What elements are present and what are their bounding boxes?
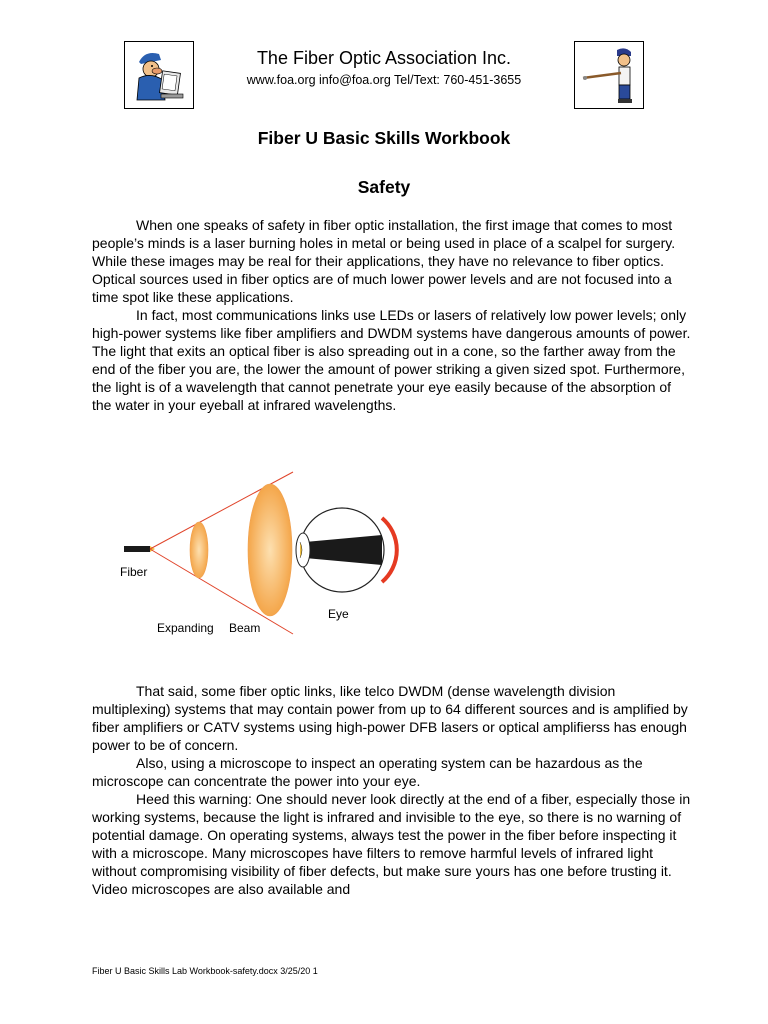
- warning-text: [92, 682, 692, 898]
- section-title: Safety: [357, 177, 411, 197]
- org-contact: www.foa.org info@foa.org Tel/Text: 760-451-3655: [246, 73, 522, 87]
- beam-ellipse-small: [190, 522, 208, 578]
- beam-ellipse-large: [248, 484, 292, 616]
- document-title: Fiber U Basic Skills Workbook: [257, 128, 511, 148]
- paragraph: Heed this warning: One should never look directly at the end of a fiber, especially those in working systems, because the light is infrared and invisible to the eye, so there is no warning of potential damage. On operating systems, always test the power in the fiber before inspecting it with a microscope. Many microscopes have filters to remove harmful levels of infrared light without compromising visibility of fiber defects, but make sure yours has one before trusting it. Video microscopes are also available and: [92, 791, 691, 897]
- eye-lens: [296, 533, 310, 567]
- paragraph: When one speaks of safety in fiber optic installation, the first image that comes to most people’s minds is a laser burning holes in metal or being used in place of a scalpel for surgery. While these images may be real for their applications, they have no relevance to fiber optics. Optical sources used in fiber optics are of much lower power levels and are not focused into a time spot like these applications.: [92, 217, 676, 305]
- intro-text: [92, 216, 692, 414]
- label-eye: Eye: [328, 607, 349, 621]
- label-beam: Beam: [229, 621, 261, 635]
- paragraph: In fact, most communications links use LEDs or lasers of relatively low power levels; only high-power systems like fiber amplifiers and DWDM systems have dangerous amounts of power. The light that exits an optical fiber is also spreading out in a cone, so the farther away from the end of the fiber you are, the lower the amount of power striking a given sized spot. Furthermore, the light is of a wavelength that cannot penetrate your eye easily because of the absorption of the water in your eyeball at infrared wavelengths.: [92, 307, 691, 413]
- label-expanding: Expanding: [157, 621, 214, 635]
- paragraph: Also, using a microscope to inspect an operating system can be hazardous as the microscope can concentrate the power into your eye.: [92, 755, 643, 789]
- label-fiber: Fiber: [120, 565, 148, 579]
- paragraph: That said, some fiber optic links, like telco DWDM (dense wavelength division multiplexing) systems that may contain power from up to 64 different sources and is amplified by fiber amplifiers or CATV systems using high-power DFB lasers or optical amplifierss has enough power to be of concern.: [92, 683, 688, 753]
- fiber-shape: [124, 546, 150, 552]
- page-footer: Fiber U Basic Skills Lab Workbook-safety.docx 3/25/20 1: [92, 966, 318, 976]
- beam-diagram: [110, 462, 410, 642]
- org-name: The Fiber Optic Association Inc.: [256, 48, 512, 68]
